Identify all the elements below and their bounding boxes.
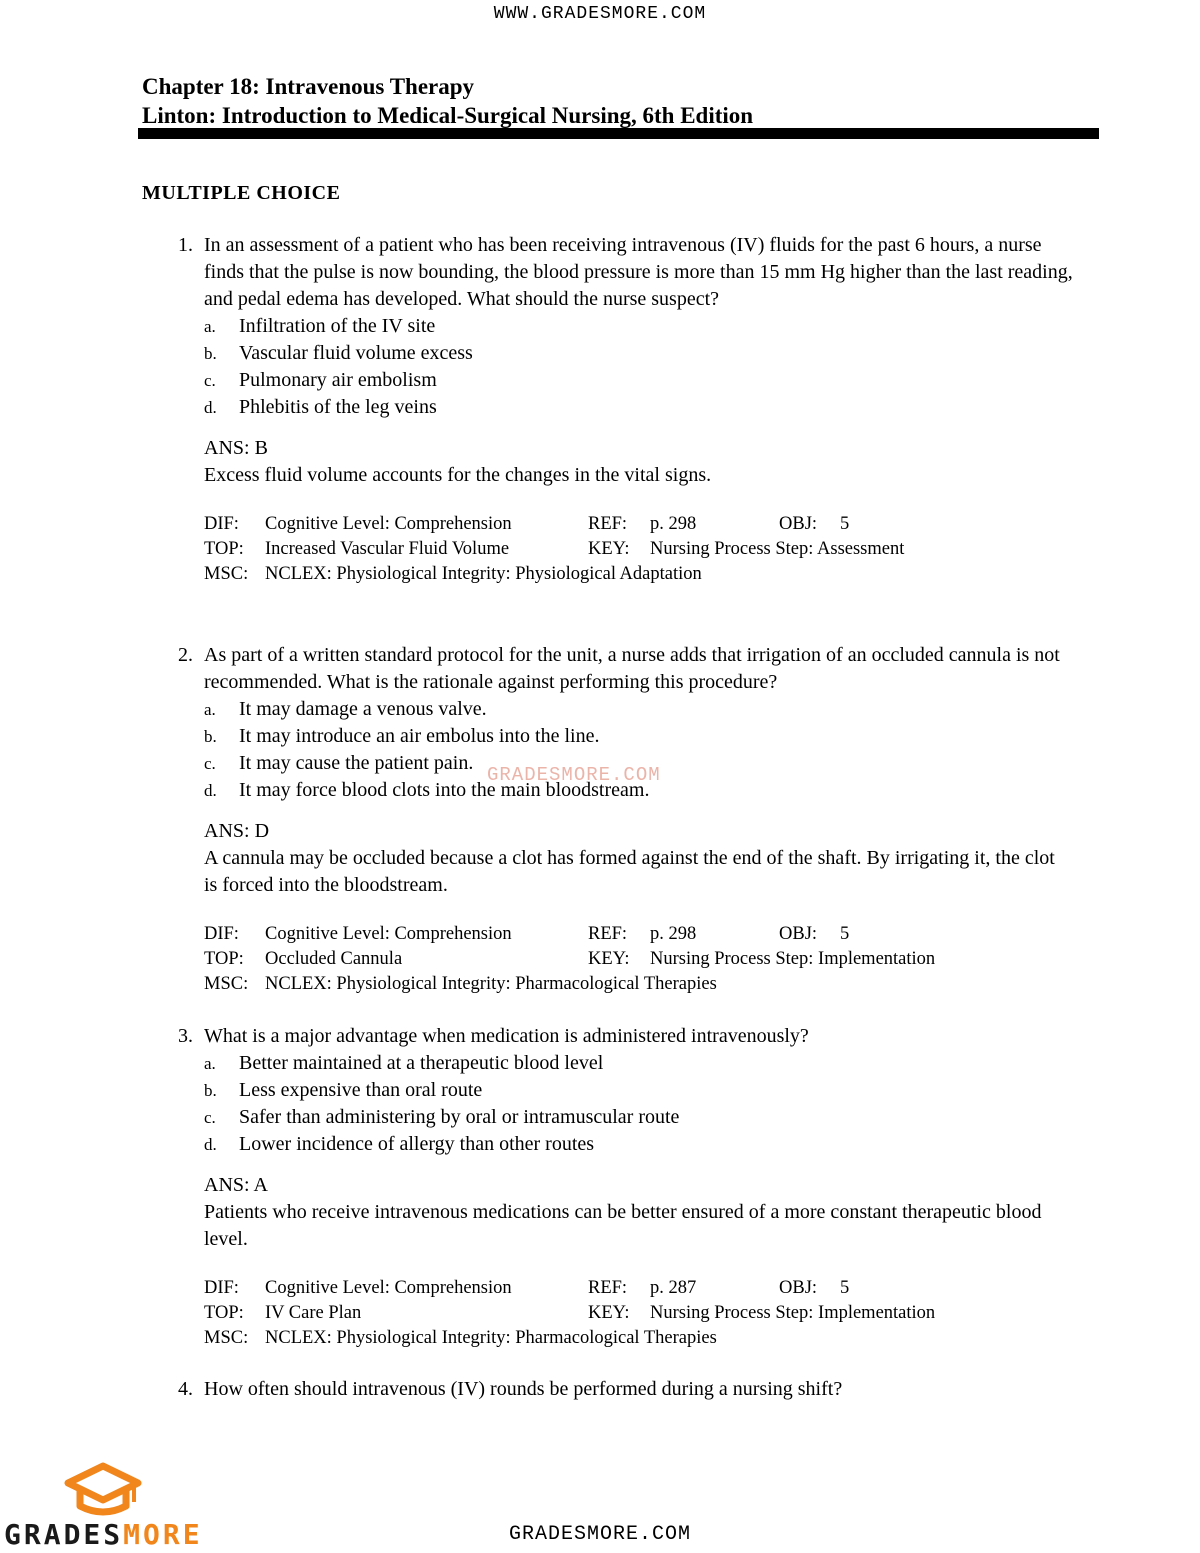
option-b [204, 340, 1073, 367]
key-label: KEY: [588, 1303, 630, 1323]
obj-label: OBJ: [779, 514, 818, 534]
top-value: IV Care Plan [265, 1303, 362, 1323]
obj-value: 5 [840, 924, 850, 944]
watermark: GRADESMORE.COM [487, 764, 661, 786]
question-metadata [204, 922, 1073, 997]
question-number: 3. [178, 1025, 193, 1047]
option-text: It may introduce an air embolus into the line. [239, 725, 600, 747]
option-letter: c. [204, 1108, 216, 1127]
option-letter: a. [204, 1054, 216, 1073]
option-d [204, 394, 1073, 421]
option-letter: b. [204, 1081, 217, 1100]
rationale: A cannula may be occluded because a clot has formed against the end of the shaft. By irrigating it, the clot is forced into the bloodstream. [204, 847, 1055, 896]
obj-label: OBJ: [779, 1278, 818, 1298]
chapter-title: Chapter 18: Intravenous Therapy [142, 74, 475, 99]
header-url: WWW.GRADESMORE.COM [493, 4, 707, 24]
option-c [204, 367, 1073, 394]
ref-label: REF: [588, 514, 628, 534]
top-label: TOP: [204, 949, 244, 969]
option-letter: d. [204, 1135, 217, 1154]
option-list [204, 1050, 1073, 1158]
msc-value: NCLEX: Physiological Integrity: Pharmacological Therapies [265, 1328, 717, 1348]
option-text: Safer than administering by oral or intramuscular route [239, 1106, 680, 1128]
question-text: How often should intravenous (IV) rounds be performed during a nursing shift? [204, 1378, 843, 1400]
option-list [204, 313, 1073, 421]
answer: ANS: D [204, 820, 270, 842]
option-letter: a. [204, 317, 216, 336]
rationale: Excess fluid volume accounts for the changes in the vital signs. [204, 464, 712, 486]
key-value: Nursing Process Step: Implementation [650, 949, 936, 969]
answer: ANS: A [204, 1174, 268, 1196]
dif-value: Cognitive Level: Comprehension [265, 514, 512, 534]
question-metadata [204, 512, 1073, 587]
footer-url: GRADESMORE.COM [508, 1523, 692, 1546]
obj-value: 5 [840, 1278, 850, 1298]
brand-logo-part1: GRADES [4, 1518, 124, 1551]
question-3 [163, 1023, 1073, 1351]
msc-label: MSC: [204, 1328, 249, 1348]
dif-label: DIF: [204, 514, 239, 534]
option-text: It may force blood clots into the main bloodstream. [239, 779, 650, 801]
section-heading: MULTIPLE CHOICE [142, 182, 341, 204]
dif-value: Cognitive Level: Comprehension [265, 1278, 512, 1298]
option-letter: b. [204, 344, 217, 363]
top-label: TOP: [204, 539, 244, 559]
question-number: 1. [178, 234, 193, 256]
ref-label: REF: [588, 1278, 628, 1298]
msc-value: NCLEX: Physiological Integrity: Physiological Adaptation [265, 564, 702, 584]
dif-label: DIF: [204, 1278, 239, 1298]
ref-value: p. 287 [650, 1278, 697, 1298]
dif-value: Cognitive Level: Comprehension [265, 924, 512, 944]
option-letter: c. [204, 754, 216, 773]
ref-value: p. 298 [650, 514, 697, 534]
key-label: KEY: [588, 539, 630, 559]
option-a [204, 1050, 1073, 1077]
option-text: It may damage a venous valve. [239, 698, 487, 720]
top-value: Increased Vascular Fluid Volume [265, 539, 510, 559]
brand-logo-part2: MORE [123, 1518, 203, 1551]
option-text: Less expensive than oral route [239, 1079, 483, 1101]
book-subtitle: Linton: Introduction to Medical-Surgical Nursing, 6th Edition [142, 103, 754, 128]
top-label: TOP: [204, 1303, 244, 1323]
question-2 [163, 642, 1073, 997]
option-b [204, 1077, 1073, 1104]
top-value: Occluded Cannula [265, 949, 403, 969]
option-text: Vascular fluid volume excess [239, 342, 473, 364]
ref-label: REF: [588, 924, 628, 944]
option-text: Pulmonary air embolism [239, 369, 437, 391]
title-rule [138, 128, 1099, 139]
option-letter: d. [204, 398, 217, 417]
obj-label: OBJ: [779, 924, 818, 944]
option-letter: c. [204, 371, 216, 390]
option-a [204, 313, 1073, 340]
question-text: In an assessment of a patient who has been receiving intravenous (IV) fluids for the past 6 hours, a nurse finds that the pulse is now bounding, the blood pressure is more than 15 mm Hg higher than the last reading, and pedal edema has developed. What should the nurse suspect? [204, 234, 1073, 310]
option-text: Phlebitis of the leg veins [239, 396, 437, 418]
rationale: Patients who receive intravenous medications can be better ensured of a more constant therapeutic blood level. [204, 1201, 1042, 1250]
key-label: KEY: [588, 949, 630, 969]
option-text: Better maintained at a therapeutic blood level [239, 1052, 604, 1074]
option-text: It may cause the patient pain. [239, 752, 474, 774]
dif-label: DIF: [204, 924, 239, 944]
answer: ANS: B [204, 437, 268, 459]
option-d [204, 1131, 1073, 1158]
option-letter: d. [204, 781, 217, 800]
option-list [204, 696, 1073, 804]
option-letter: a. [204, 700, 216, 719]
option-letter: b. [204, 727, 217, 746]
msc-label: MSC: [204, 564, 249, 584]
msc-value: NCLEX: Physiological Integrity: Pharmacological Therapies [265, 974, 717, 994]
obj-value: 5 [840, 514, 850, 534]
question-text: As part of a written standard protocol for the unit, a nurse adds that irrigation of an occluded cannula is not recommended. What is the rationale against performing this procedure? [204, 644, 1060, 693]
option-b [204, 723, 1073, 750]
option-c [204, 1104, 1073, 1131]
question-number: 4. [178, 1378, 193, 1400]
question-number: 2. [178, 644, 193, 666]
question-1 [163, 232, 1073, 587]
option-text: Infiltration of the IV site [239, 315, 436, 337]
key-value: Nursing Process Step: Implementation [650, 1303, 936, 1323]
key-value: Nursing Process Step: Assessment [650, 539, 905, 559]
question-text: What is a major advantage when medication is administered intravenously? [204, 1025, 809, 1047]
option-a [204, 696, 1073, 723]
ref-value: p. 298 [650, 924, 697, 944]
option-text: Lower incidence of allergy than other routes [239, 1133, 595, 1155]
msc-label: MSC: [204, 974, 249, 994]
question-metadata [204, 1276, 1073, 1351]
question-4 [163, 1376, 1073, 1403]
